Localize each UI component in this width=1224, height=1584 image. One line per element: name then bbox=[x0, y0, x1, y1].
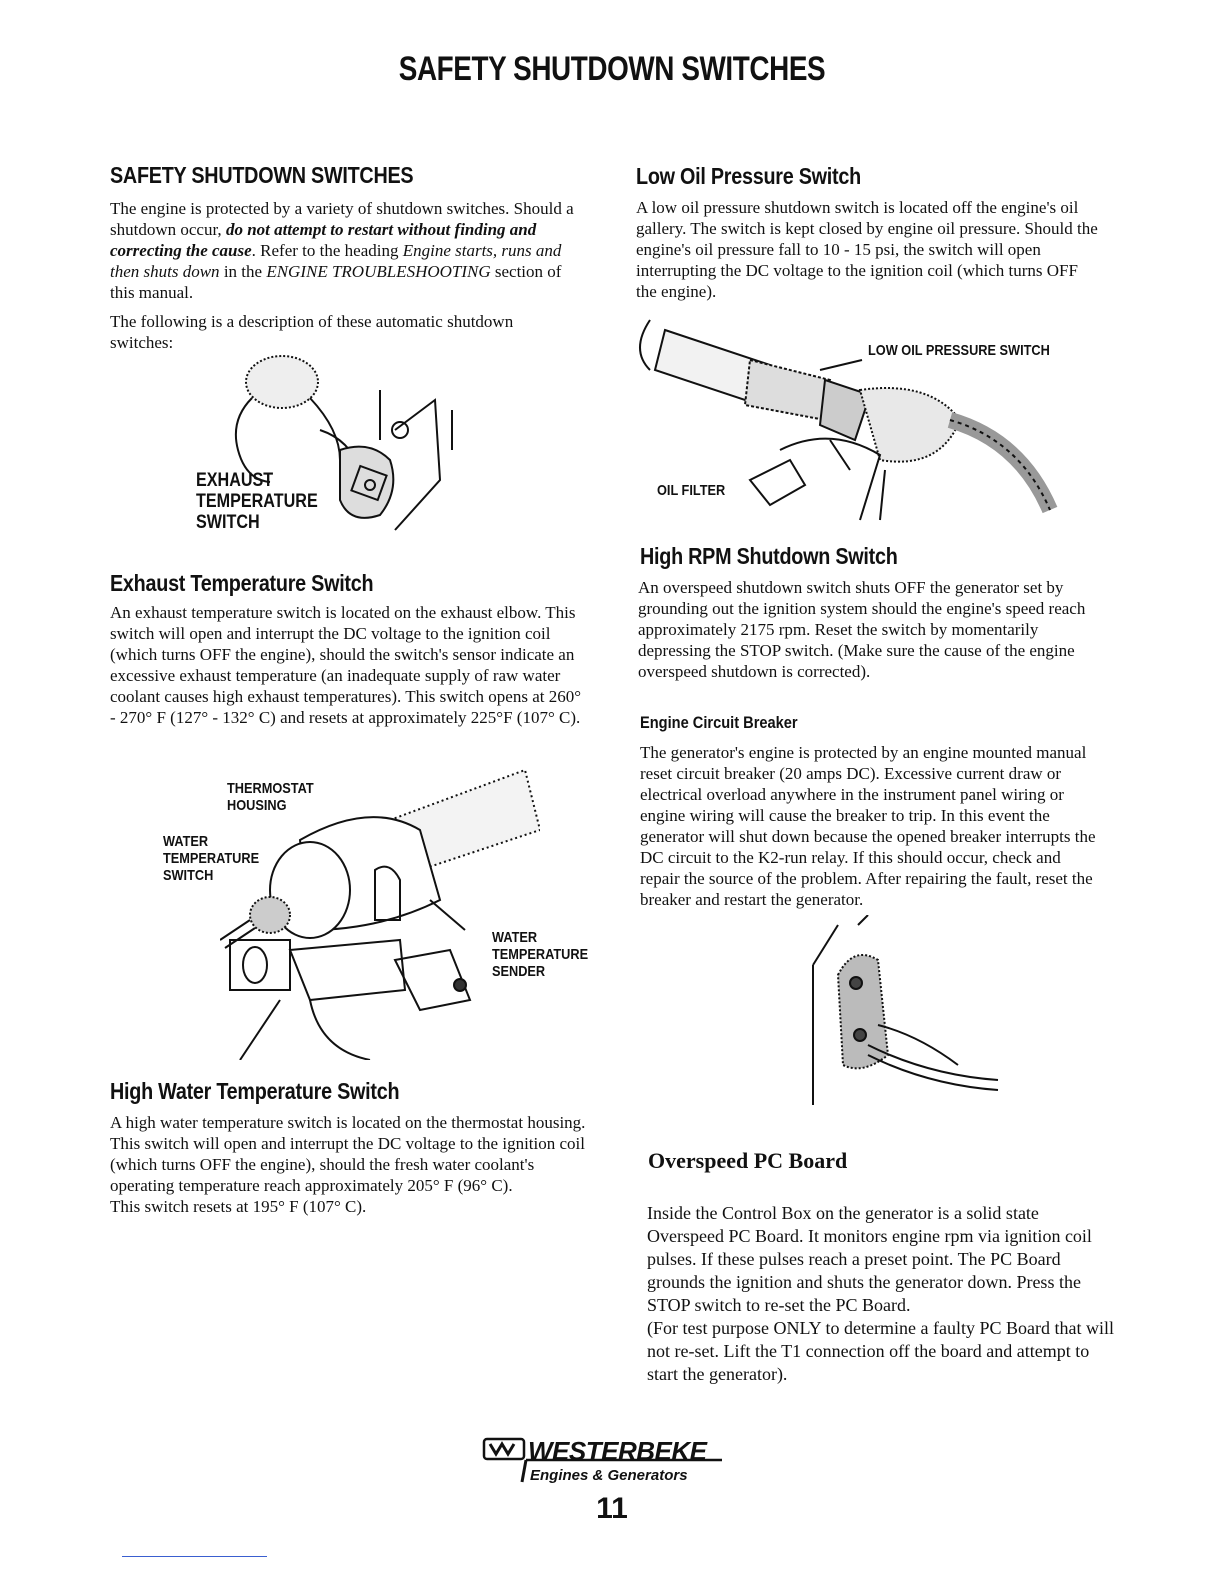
safety-heading: SAFETY SHUTDOWN SWITCHES bbox=[110, 162, 414, 188]
water-text: A high water temperature switch is located on the thermostat housing. This switch will open and interrupt the DC voltage to the ignition coil (which turns OFF the engine), should the fresh water coolant's operating temperature reach approximately 205° F (96° C). This switch resets at 195° F (107° C). bbox=[110, 1113, 586, 1216]
pcboard-heading: Overspeed PC Board bbox=[648, 1148, 848, 1173]
oil-filter-label: OIL FILTER bbox=[657, 482, 726, 499]
exhaust-heading: Exhaust Temperature Switch bbox=[110, 570, 374, 596]
page-title: SAFETY SHUTDOWN SWITCHES bbox=[398, 50, 826, 88]
pcboard-text: Inside the Control Box on the generator is a solid state Overspeed PC Board. It monitors engine rpm via ignition coil pulses. If these pulses reach a preset point. The PC Board grounds the ignition and shuts the generator down. Press the STOP switch to re-set the PC Board. (For test purpose ONLY to determine a faulty PC Board that will not re-set. Lift the T1 connection off the board and attempt to start the generator). bbox=[647, 1203, 1114, 1384]
exhaust-text: An exhaust temperature switch is located on the exhaust elbow. This switch will open and interrupt the DC voltage to the ignition coil (which turns OFF the engine), should the switch's sensor indicate an excessive exhaust temperature (an inadequate supply of raw water coolant causes high exhaust temperatures). This switch opens at 260° - 270° F (127° - 132° C) and resets at approximately 225°F (107° C). bbox=[110, 603, 582, 727]
breaker-text: The generator's engine is protected by an engine mounted manual reset circuit breaker (20 amps DC). Excessive current draw or electrical overload anywhere in the instrument panel wiring or engine wiring will cause the breaker to trip. In this event the generator will shut down because the opened breaker interrupts the DC circuit to the K2-run relay. If this should occur, check and repair the source of the problem. After repairing the fault, reset the breaker and restart the generator. bbox=[640, 743, 1096, 909]
water-heading: High Water Temperature Switch bbox=[110, 1078, 400, 1104]
oil-heading: Low Oil Pressure Switch bbox=[636, 163, 861, 189]
low-oil-pressure-switch-label: LOW OIL PRESSURE SWITCH bbox=[868, 342, 1050, 359]
rpm-heading: High RPM Shutdown Switch bbox=[640, 543, 898, 569]
oil-text: A low oil pressure shutdown switch is located off the engine's oil gallery. The switch is kept closed by engine oil pressure. Should the engine's oil pressure fall to 10 - 15 psi, the switch will open interrupting the DC voltage to the ignition coil (which turns OFF the engine). bbox=[636, 198, 1098, 301]
footer-rule bbox=[122, 1556, 267, 1557]
water-temperature-switch-label: WATER TEMPERATURE SWITCH bbox=[163, 833, 260, 884]
page-number: 11 bbox=[596, 1492, 628, 1525]
safety-text: The engine is protected by a variety of shutdown switches. Should a shutdown occur, do not attempt to restart without finding and correcting the cause. Refer to the heading Engine starts, runs and then shuts down in the ENGINE TROUBLESHOOTING section of this manual. The following is a description of these automatic shutdown switches: bbox=[110, 199, 574, 352]
brand-name: WESTERBEKE bbox=[528, 1436, 707, 1466]
rpm-text: An overspeed shutdown switch shuts OFF the generator set by grounding out the ignition system should the engine's speed reach approximately 2175 rpm. Reset the switch by momentarily depressing the STOP switch. (Make sure the cause of the engine overspeed shutdown is corrected). bbox=[638, 578, 1086, 681]
breaker-heading: Engine Circuit Breaker bbox=[640, 713, 798, 732]
thermostat-housing-label: THERMOSTAT HOUSING bbox=[227, 780, 314, 814]
water-temperature-sender-label: WATER TEMPERATURE SENDER bbox=[492, 929, 589, 980]
exhaust-figure-label: EXHAUST TEMPERATURE SWITCH bbox=[196, 470, 318, 533]
circuit-breaker-figure bbox=[808, 915, 1008, 1105]
brand-tagline: Engines & Generators bbox=[530, 1467, 688, 1484]
